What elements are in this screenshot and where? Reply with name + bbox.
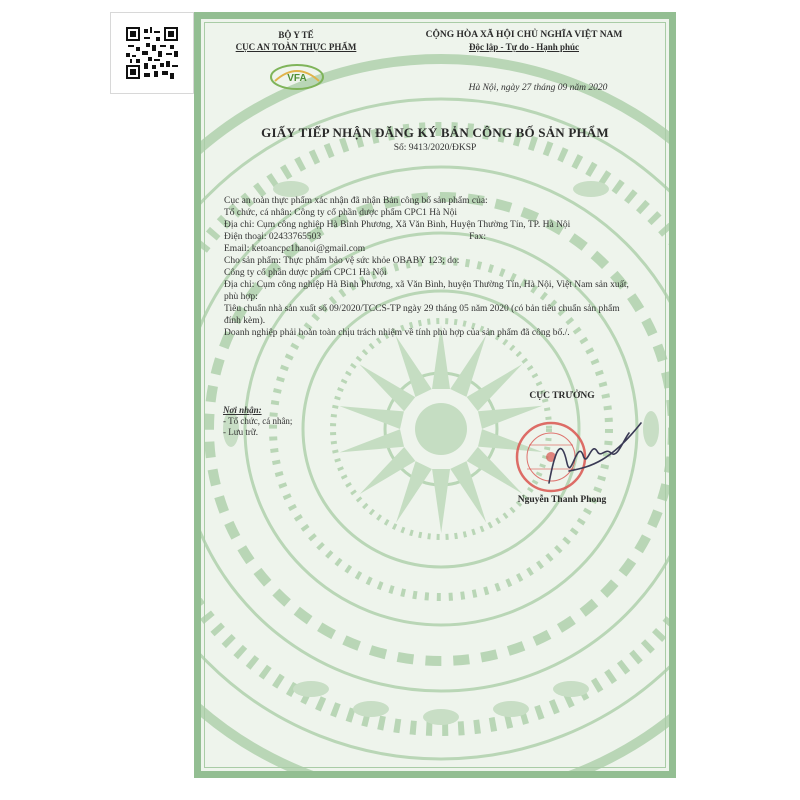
responsibility-line: Doanh nghiệp phải hoàn toàn chịu trách nhiệm về tính phù hợp của sản phẩm đã công bố./. <box>224 328 570 338</box>
manufacturer-line: Công ty cổ phần dược phẩm CPC1 Hà Nội <box>224 268 387 278</box>
email-line: Email: ketoancpc1hanoi@gmail.com <box>224 244 366 254</box>
issue-date: Hà Nội, ngày 27 tháng 09 năm 2020 <box>468 83 608 93</box>
intro-line: Cục an toàn thực phẩm xác nhận đã nhận Bản công bố sản phẩm của: <box>224 196 488 206</box>
recipient-item: - Lưu trữ. <box>223 427 258 437</box>
organization-line: Tổ chức, cá nhân: Công ty cổ phần dược phẩm CPC1 Hà Nội <box>224 208 457 218</box>
certificate-body <box>224 195 636 339</box>
product-line: Cho sản phẩm: Thực phẩm bảo vệ sức khỏe OBABY 123; do: <box>224 256 460 266</box>
manufacturer-address-line: Địa chỉ: Cụm công nghiệp Hà Bình Phương, xã Văn Bình, huyện Thường Tín, Hà Nội, Việt Nam sản xuất, phù hợp: <box>224 280 629 302</box>
ministry-name: BỘ Y TẾ <box>278 30 314 40</box>
qr-code-frame <box>110 12 194 94</box>
recipients-title: Nơi nhận: <box>223 405 262 415</box>
phone-number: Điện thoại: 02433765503 <box>224 232 322 242</box>
recipients-block <box>223 405 373 438</box>
qr-code-icon <box>126 27 178 79</box>
agency-name: CỤC AN TOÀN THỰC PHẨM <box>235 42 357 52</box>
signer-name: Nguyễn Thanh Phong <box>517 495 607 505</box>
fax-number: Fax: <box>469 232 486 242</box>
standard-line: Tiêu chuẩn nhà sản xuất số 09/2020/TCCS-TP ngày 29 tháng 05 năm 2020 (có bản tiêu chuẩn sản phẩm đính kèm). <box>224 304 620 326</box>
address-line: Địa chỉ: Cụm công nghiệp Hà Bình Phương, Xã Văn Bình, Huyện Thường Tín, TP. Hà Nội <box>224 220 571 230</box>
document-number: Số: 9413/2020/ĐKSP <box>393 143 477 153</box>
vfa-logo-icon <box>269 63 325 91</box>
signer-position: CỤC TRƯỞNG <box>529 391 595 401</box>
nation-header <box>399 29 649 53</box>
contact-line <box>224 231 636 243</box>
handwritten-signature-icon <box>549 423 641 483</box>
certificate-page <box>194 12 676 778</box>
issuer-header <box>211 29 381 53</box>
country-name: CỘNG HÒA XÃ HỘI CHỦ NGHĨA VIỆT NAM <box>425 30 623 40</box>
vfa-logo-text: VFA <box>287 73 307 84</box>
national-motto: Độc lập - Tự do - Hạnh phúc <box>468 42 579 52</box>
document-title: GIẤY TIẾP NHẬN ĐĂNG KÝ BẢN CÔNG BỐ SẢN PHẨM <box>261 125 609 140</box>
recipient-item: - Tổ chức, cá nhân; <box>223 416 293 426</box>
stamp-and-signature <box>511 411 651 501</box>
